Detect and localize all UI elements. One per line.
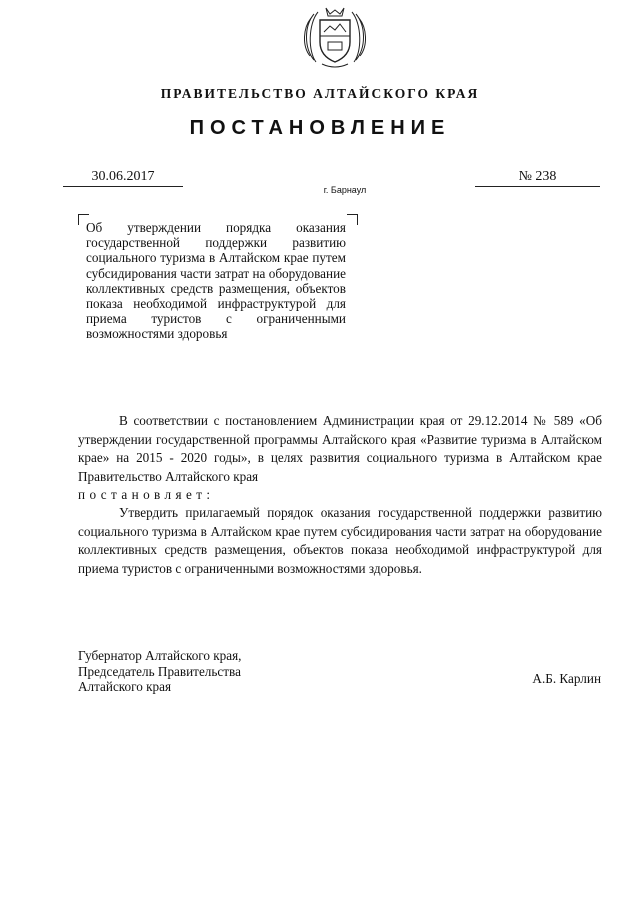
resolves-word: постановляет: xyxy=(78,487,215,502)
document-city: г. Барнаул xyxy=(323,185,367,195)
document-type-title: ПОСТАНОВЛЕНИЕ xyxy=(189,117,451,139)
coat-of-arms-icon xyxy=(300,2,370,72)
signatory-line-2: Председатель Правительства xyxy=(78,663,241,679)
document-subject: Об утверждении порядка оказания государственной поддержки развитию социального туризма в Алтайском крае путем субсидирования части затрат на оборудование коллективных средств размещения, объектов показа необходимой инфраструктурой для приема туристов с ограниченными возможностями здоровья xyxy=(86,220,346,342)
government-title: ПРАВИТЕЛЬСТВО АЛТАЙСКОГО КРАЯ xyxy=(160,86,480,101)
signatory-line-3: Алтайского края xyxy=(78,679,172,694)
document-number: № 238 xyxy=(475,169,600,187)
subject-bracket-right xyxy=(347,214,358,225)
body-paragraph-1: В соответствии с постановлением Администрации края от 29.12.2014 № 589 «Об утверждении государственной программы Алтайского края «Развитие туризма в Алтайском крае» на 2015 - 2020 годы», в целях развития социального туризма в Алтайском крае Правительство Алтайского края xyxy=(78,413,602,484)
signatory-line-1: Губернатор Алтайского края, xyxy=(78,648,242,663)
document-date: 30.06.2017 xyxy=(63,169,183,187)
body-paragraph-2: Утвердить прилагаемый порядок оказания государственной поддержки развитию социального туризма в Алтайском крае путем субсидирования части затрат на оборудование коллективных средств размещения, объектов показа необходимой инфраструктурой для приема туристов с ограниченными возможностями здоровья. xyxy=(78,505,602,576)
signatory-name: А.Б. Карлин xyxy=(532,671,601,686)
signatory-title xyxy=(78,648,241,695)
